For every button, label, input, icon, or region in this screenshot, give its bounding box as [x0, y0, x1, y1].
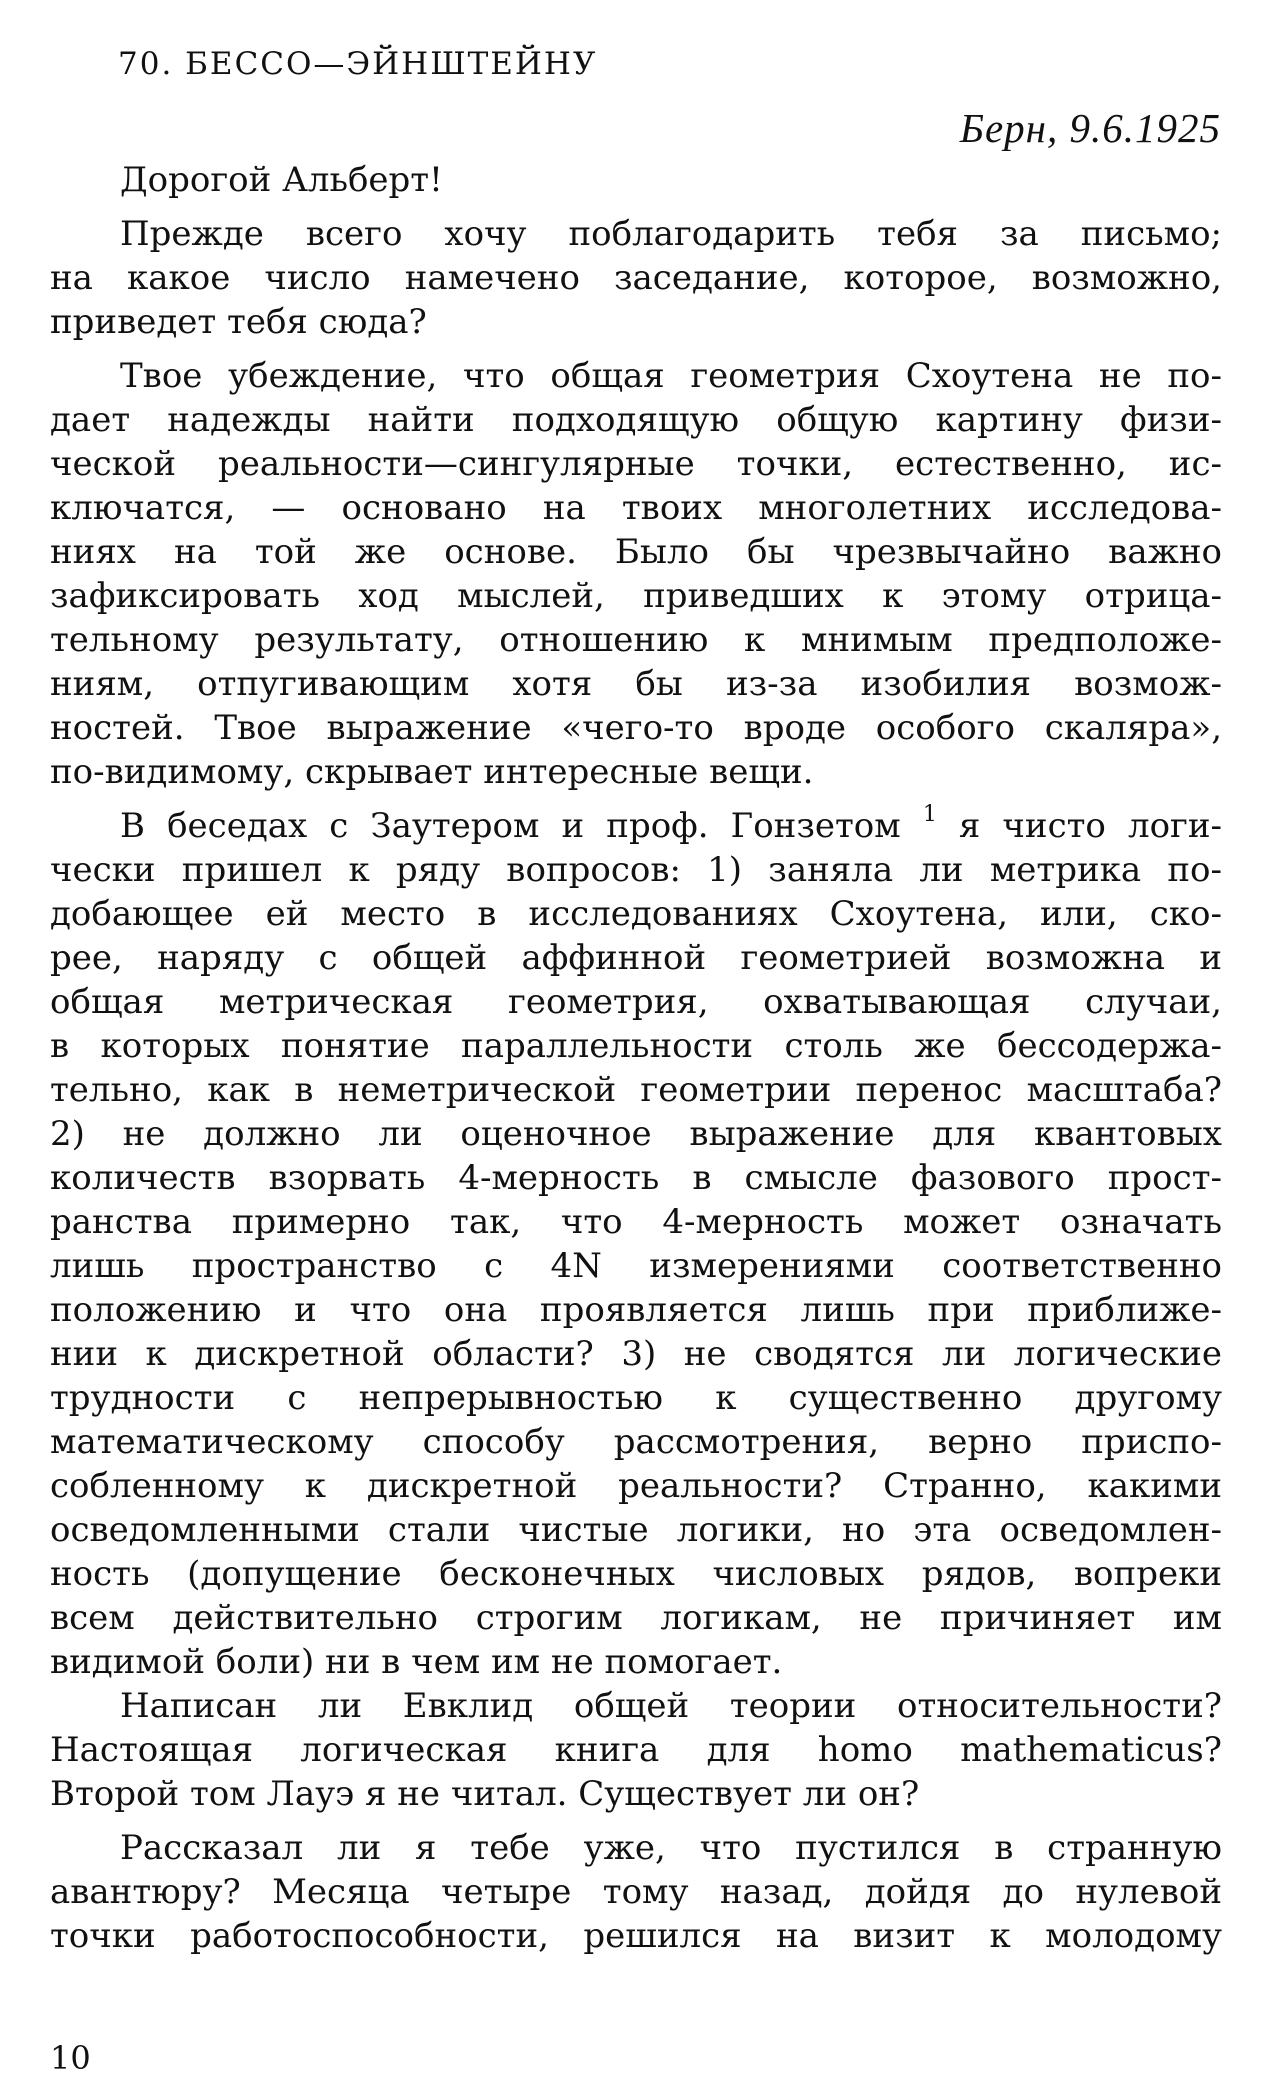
paragraph-1-line-1: Прежде всего хочу поблагодарить тебя за письмо;	[120, 214, 1222, 254]
paragraph-3-line-1	[50, 801, 1223, 848]
letter-body	[50, 158, 1222, 1958]
paragraph-4-line-2: Настоящая логическая книга для homo mathematicus?	[50, 1730, 1222, 1770]
paragraph-3-line-19: всем действительно строгим логикам, не причиняет им	[50, 1598, 1222, 1638]
paragraph-3-line-16: собленному к дискретной реальности? Странно, какими	[50, 1466, 1222, 1506]
paragraph-3-line-15: математическому способу рассмотрения, верно приспо-	[50, 1422, 1222, 1462]
letter-heading: 70. БЕССО—ЭЙНШТЕЙНУ	[118, 46, 598, 82]
paragraph-3-line-1-tail: я чисто логи-	[958, 806, 1223, 846]
paragraph-2-line-4: ключатся, — основано на твоих многолетних исследова-	[50, 488, 1222, 528]
paragraph-3-line-6: в которых понятие параллельности столь же бессодержа-	[50, 1026, 1222, 1066]
paragraph-3-line-11: лишь пространство с 4N измерениями соответственно	[50, 1246, 1222, 1286]
paragraph-3-line-18: ность (допущение бесконечных числовых рядов, вопреки	[50, 1554, 1222, 1594]
paragraph-3-line-5: общая метрическая геометрия, охватывающая случаи,	[50, 982, 1222, 1022]
letter-dateline: Берн, 9.6.1925	[959, 105, 1221, 151]
paragraph-3-line-3: добающее ей место в исследованиях Схоутена, или, ско-	[50, 894, 1222, 934]
paragraph-5-line-1: Рассказал ли я тебе уже, что пустился в странную	[120, 1828, 1222, 1868]
paragraph-3-line-14: трудности с непрерывностью к существенно другому	[50, 1378, 1222, 1418]
paragraph-2-line-10: по-видимому, скрывает интересные вещи.	[50, 752, 814, 792]
paragraph-3-line-9: количеств взорвать 4-мерность в смысле фазового прост-	[50, 1158, 1222, 1198]
paragraph-2-line-6: зафиксировать ход мыслей, приведших к этому отрица-	[50, 576, 1222, 616]
paragraph-2-line-1: Твое убеждение, что общая геометрия Схоутена не по-	[120, 356, 1222, 396]
paragraph-3-line-10: ранства примерно так, что 4-мерность может означать	[50, 1202, 1222, 1242]
paragraph-2-line-9: ностей. Твое выражение «чего-то вроде особого скаляра»,	[50, 708, 1222, 748]
paragraph-1-line-2: на какое число намечено заседание, которое, возможно,	[50, 258, 1222, 298]
paragraph-2-line-2: дает надежды найти подходящую общую картину физи-	[50, 400, 1222, 440]
paragraph-3-line-7: тельно, как в неметрической геометрии перенос масштаба?	[50, 1070, 1222, 1110]
salutation: Дорогой Альберт!	[120, 160, 443, 200]
page-number: 10	[50, 2039, 91, 2077]
paragraph-3-line-13: нии к дискретной области? 3) не сводятся ли логические	[50, 1334, 1222, 1374]
paragraph-3-line-12: положению и что она проявляется лишь при приближе-	[50, 1290, 1222, 1330]
paragraph-5-line-2: авантюру? Месяца четыре тому назад, дойдя до нулевой	[50, 1872, 1222, 1912]
paragraph-2-line-3: ческой реальности—сингулярные точки, естественно, ис-	[50, 444, 1222, 484]
paragraph-4-line-3: Второй том Лауэ я не читал. Существует ли он?	[50, 1774, 920, 1814]
paragraph-4-line-1: Написан ли Евклид общей теории относительности?	[120, 1686, 1222, 1726]
paragraph-2-line-7: тельному результату, отношению к мнимым предположе-	[50, 620, 1222, 660]
footnote-marker: 1	[922, 801, 937, 827]
paragraph-3-line-1-head: В беседах с Заутером и проф. Гонзетом	[120, 806, 901, 846]
paragraph-3-line-8: 2) не должно ли оценочное выражение для квантовых	[50, 1114, 1222, 1154]
paragraph-3-line-2: чески пришел к ряду вопросов: 1) заняла ли метрика по-	[50, 850, 1222, 890]
paragraph-2-line-5: ниях на той же основе. Было бы чрезвычайно важно	[50, 532, 1222, 572]
paragraph-1-line-3: приведет тебя сюда?	[50, 302, 427, 342]
paragraph-3-line-20: видимой боли) ни в чем им не помогает.	[50, 1642, 783, 1682]
paragraph-3-line-17: осведомленными стали чистые логики, но эта осведомлен-	[50, 1510, 1222, 1550]
paragraph-5-line-3: точки работоспособности, решился на визит к молодому	[50, 1916, 1222, 1956]
paragraph-2-line-8: ниям, отпугивающим хотя бы из-за изобилия возмож-	[50, 664, 1222, 704]
paragraph-3-line-4: рее, наряду с общей аффинной геометрией возможна и	[50, 938, 1222, 978]
